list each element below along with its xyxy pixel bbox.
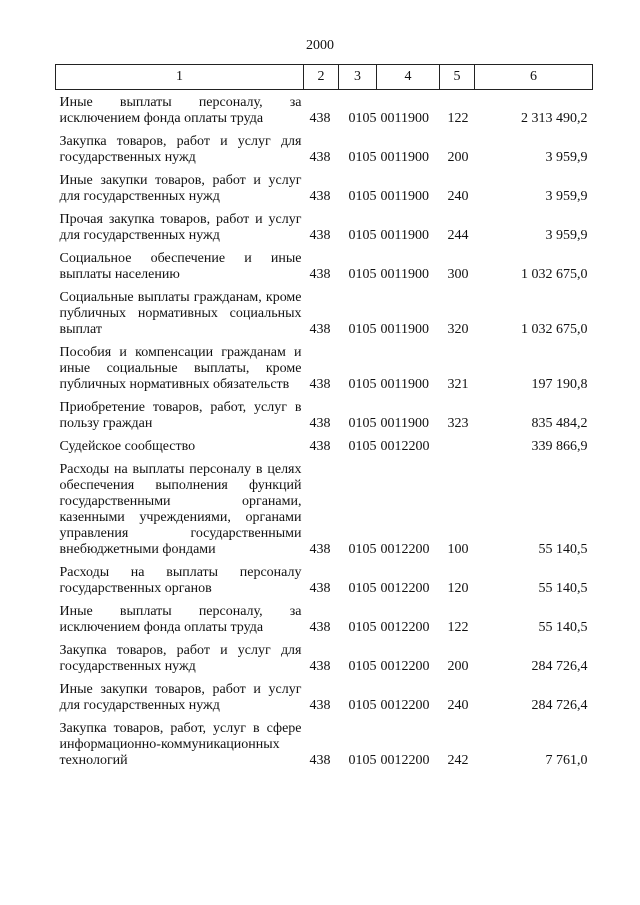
row-amount: 2 313 490,2 bbox=[521, 111, 588, 126]
table-row bbox=[56, 435, 593, 458]
row-amount: 835 484,2 bbox=[531, 416, 588, 431]
row-department-code: 438 bbox=[309, 542, 331, 557]
row-amount: 284 726,4 bbox=[531, 698, 588, 713]
row-section-code: 0105 bbox=[348, 659, 377, 674]
row-expense-type-code: 323 bbox=[447, 416, 469, 431]
row-section-code: 0105 bbox=[348, 581, 377, 596]
row-expense-type-code: 122 bbox=[447, 111, 469, 126]
row-section-code: 0105 bbox=[348, 698, 377, 713]
row-department-code: 438 bbox=[309, 416, 331, 431]
row-target-article-code: 0012200 bbox=[380, 620, 430, 635]
row-name: Судейское сообщество bbox=[59, 439, 196, 454]
row-amount: 1 032 675,0 bbox=[521, 322, 588, 337]
row-expense-type-code: 120 bbox=[447, 581, 469, 596]
row-expense-type-code: 320 bbox=[447, 322, 469, 337]
table-row bbox=[56, 396, 593, 435]
row-target-article-code: 0012200 bbox=[380, 581, 430, 596]
row-expense-type-code: 240 bbox=[447, 698, 469, 713]
row-name: Социальное обеспечение и иные выплаты населению bbox=[59, 251, 302, 282]
table-row bbox=[56, 341, 593, 396]
row-department-code: 438 bbox=[309, 267, 331, 282]
page-number: 2000 bbox=[306, 38, 334, 53]
row-amount: 284 726,4 bbox=[531, 659, 588, 674]
row-name: Прочая закупка товаров, работ и услуг для государственных нужд bbox=[59, 212, 302, 243]
row-amount: 339 866,9 bbox=[531, 439, 588, 454]
row-department-code: 438 bbox=[309, 377, 331, 392]
table-row bbox=[56, 639, 593, 678]
row-target-article-code: 0011900 bbox=[380, 322, 429, 337]
table-row bbox=[56, 247, 593, 286]
row-name: Социальные выплаты гражданам, кроме публичных нормативных социальных выплат bbox=[59, 290, 302, 337]
table-body bbox=[56, 90, 593, 773]
table-row bbox=[56, 208, 593, 247]
row-department-code: 438 bbox=[309, 439, 331, 454]
row-section-code: 0105 bbox=[348, 111, 377, 126]
row-name: Иные закупки товаров, работ и услуг для государственных нужд bbox=[59, 682, 302, 713]
header-row bbox=[56, 65, 593, 90]
row-section-code: 0105 bbox=[348, 322, 377, 337]
row-department-code: 438 bbox=[309, 189, 331, 204]
table-row bbox=[56, 458, 593, 561]
table-row bbox=[56, 130, 593, 169]
row-target-article-code: 0011900 bbox=[380, 111, 429, 126]
row-target-article-code: 0012200 bbox=[380, 439, 430, 454]
table-row bbox=[56, 600, 593, 639]
row-target-article-code: 0011900 bbox=[380, 267, 429, 282]
table-row bbox=[56, 561, 593, 600]
row-name: Иные выплаты персоналу, за исключением фонда оплаты труда bbox=[59, 95, 302, 126]
row-amount: 55 140,5 bbox=[538, 620, 588, 635]
row-section-code: 0105 bbox=[348, 439, 377, 454]
row-target-article-code: 0012200 bbox=[380, 698, 430, 713]
table-row bbox=[56, 169, 593, 208]
row-target-article-code: 0012200 bbox=[380, 659, 430, 674]
row-amount: 55 140,5 bbox=[538, 542, 588, 557]
row-section-code: 0105 bbox=[348, 542, 377, 557]
table-row bbox=[56, 717, 593, 772]
header-col-section: 3 bbox=[339, 65, 377, 90]
row-amount: 197 190,8 bbox=[531, 377, 588, 392]
header-col-expense-type: 5 bbox=[440, 65, 475, 90]
row-expense-type-code bbox=[440, 435, 475, 458]
row-target-article-code: 0011900 bbox=[380, 228, 429, 243]
row-expense-type-code: 122 bbox=[447, 620, 469, 635]
row-department-code: 438 bbox=[309, 228, 331, 243]
row-target-article-code: 0011900 bbox=[380, 189, 429, 204]
row-name: Закупка товаров, работ и услуг для государственных нужд bbox=[59, 134, 302, 165]
header-col-target-article: 4 bbox=[377, 65, 440, 90]
row-section-code: 0105 bbox=[348, 753, 377, 768]
row-section-code: 0105 bbox=[348, 228, 377, 243]
row-expense-type-code: 300 bbox=[447, 267, 469, 282]
row-name: Иные закупки товаров, работ и услуг для государственных нужд bbox=[59, 173, 302, 204]
row-expense-type-code: 242 bbox=[447, 753, 469, 768]
row-expense-type-code: 200 bbox=[447, 659, 469, 674]
table-row bbox=[56, 90, 593, 131]
row-target-article-code: 0012200 bbox=[380, 542, 430, 557]
header-col-amount: 6 bbox=[475, 65, 593, 90]
row-name: Закупка товаров, работ, услуг в сфере информационно-коммуникационных технологий bbox=[59, 721, 302, 768]
row-expense-type-code: 200 bbox=[447, 150, 469, 165]
row-target-article-code: 0011900 bbox=[380, 377, 429, 392]
row-amount: 3 959,9 bbox=[545, 150, 588, 165]
row-expense-type-code: 100 bbox=[447, 542, 469, 557]
row-amount: 1 032 675,0 bbox=[521, 267, 588, 282]
row-name: Закупка товаров, работ и услуг для государственных нужд bbox=[59, 643, 302, 674]
header-col-department: 2 bbox=[304, 65, 339, 90]
row-target-article-code: 0011900 bbox=[380, 150, 429, 165]
row-expense-type-code: 321 bbox=[447, 377, 469, 392]
row-department-code: 438 bbox=[309, 150, 331, 165]
row-section-code: 0105 bbox=[348, 377, 377, 392]
row-department-code: 438 bbox=[309, 620, 331, 635]
row-name: Расходы на выплаты персоналу в целях обеспечения выполнения функций государственными органами, казенными учреждениями, органами управления государственными внебюджетными фондами bbox=[59, 462, 302, 557]
row-section-code: 0105 bbox=[348, 267, 377, 282]
table-row bbox=[56, 678, 593, 717]
row-section-code: 0105 bbox=[348, 416, 377, 431]
row-amount: 3 959,9 bbox=[545, 189, 588, 204]
row-section-code: 0105 bbox=[348, 189, 377, 204]
row-amount: 3 959,9 bbox=[545, 228, 588, 243]
table-row bbox=[56, 286, 593, 341]
row-name: Приобретение товаров, работ, услуг в пользу граждан bbox=[59, 400, 302, 431]
row-name: Иные выплаты персоналу, за исключением фонда оплаты труда bbox=[59, 604, 302, 635]
row-department-code: 438 bbox=[309, 753, 331, 768]
row-name: Расходы на выплаты персоналу государственных органов bbox=[59, 565, 302, 596]
row-expense-type-code: 240 bbox=[447, 189, 469, 204]
row-target-article-code: 0012200 bbox=[380, 753, 430, 768]
row-department-code: 438 bbox=[309, 322, 331, 337]
row-department-code: 438 bbox=[309, 581, 331, 596]
row-department-code: 438 bbox=[309, 659, 331, 674]
row-department-code: 438 bbox=[309, 698, 331, 713]
header-col-name: 1 bbox=[56, 65, 304, 90]
row-amount: 7 761,0 bbox=[545, 753, 588, 768]
row-section-code: 0105 bbox=[348, 150, 377, 165]
row-department-code: 438 bbox=[309, 111, 331, 126]
row-name: Пособия и компенсации гражданам и иные социальные выплаты, кроме публичных нормативных обязательств bbox=[59, 345, 302, 392]
row-section-code: 0105 bbox=[348, 620, 377, 635]
row-target-article-code: 0011900 bbox=[380, 416, 429, 431]
row-expense-type-code: 244 bbox=[447, 228, 469, 243]
row-amount: 55 140,5 bbox=[538, 581, 588, 596]
budget-table bbox=[55, 64, 593, 772]
table-header bbox=[56, 65, 593, 90]
